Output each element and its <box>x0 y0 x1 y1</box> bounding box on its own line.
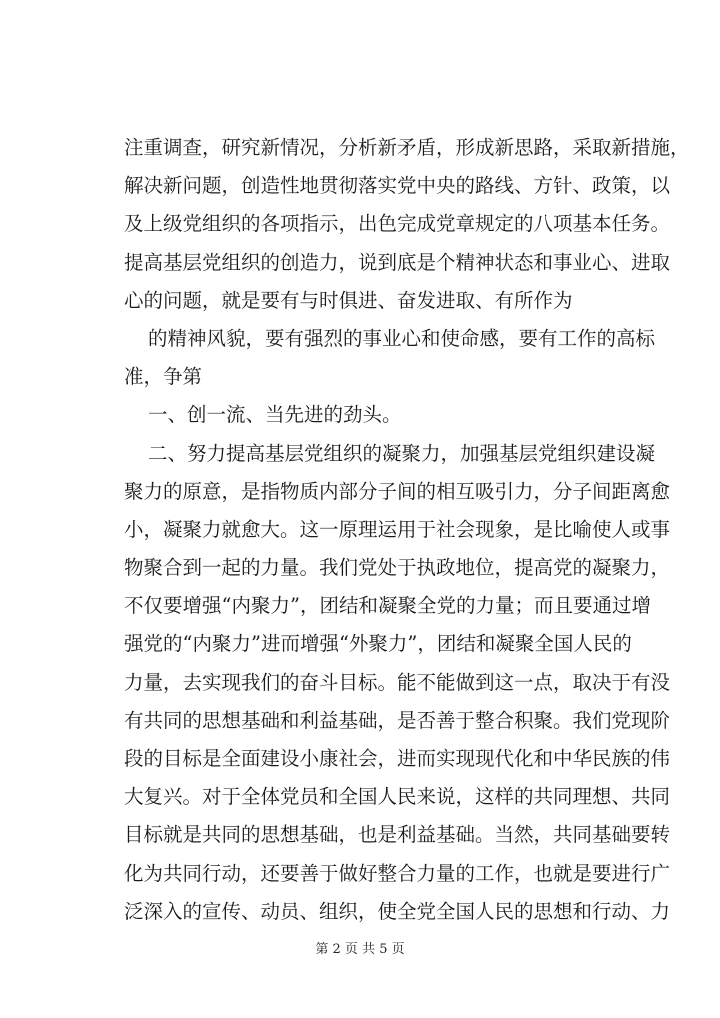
text-line: 注重调查，研究新情况，分析新矛盾，形成新思路，采取新措施， <box>124 136 690 159</box>
page-number-footer: 第 2 页 共 5 页 <box>315 942 405 957</box>
text-line: 提高基层党组织的创造力，说到底是个精神状态和事业心、进取 <box>124 250 671 274</box>
text-line: 力量，去实现我们的奋斗目标。能不能做到这一点，取决于有没 <box>124 670 671 694</box>
text-line: 二、努力提高基层党组织的凝聚力，加强基层党组织建设凝 <box>148 441 656 465</box>
text-line: 一、创一流、当先进的劲头。 <box>148 403 402 427</box>
text-line: 不仅要增强“内聚力”，团结和凝聚全党的力量；而且要通过增 <box>124 594 651 618</box>
text-line: 强党的“内聚力”进而增强“外聚力”，团结和凝聚全国人民的 <box>124 632 632 656</box>
text-line: 的精神风貌，要有强烈的事业心和使命感，要有工作的高标 <box>148 326 656 350</box>
text-line: 泛深入的宣传、动员、组织，使全党全国人民的思想和行动、力 <box>124 899 671 923</box>
text-line: 化为共同行动，还要善于做好整合力量的工作，也就是要进行广 <box>124 861 671 885</box>
text-line: 大复兴。对于全体党员和全国人民来说，这样的共同理想、共同 <box>124 785 671 809</box>
text-line: 聚力的原意，是指物质内部分子间的相互吸引力，分子间距离愈 <box>124 479 671 503</box>
text-line: 小，凝聚力就愈大。这一原理运用于社会现象，是比喻使人或事 <box>124 517 671 541</box>
text-line: 物聚合到一起的力量。我们党处于执政地位，提高党的凝聚力， <box>124 556 671 580</box>
text-line: 段的目标是全面建设小康社会，进而实现现代化和中华民族的伟 <box>124 747 671 770</box>
text-line: 及上级党组织的各项指示，出色完成党章规定的八项基本任务。 <box>124 212 671 236</box>
text-line: 目标就是共同的思想基础，也是利益基础。当然，共同基础要转 <box>124 823 671 847</box>
text-line: 解决新问题，创造性地贯彻落实党中央的路线、方针、政策，以 <box>124 174 671 198</box>
document-body <box>124 129 690 931</box>
text-line: 心的问题，就是要有与时俱进、奋发进取、有所作为 <box>124 288 573 312</box>
text-line: 有共同的思想基础和利益基础，是否善于整合积聚。我们党现阶 <box>124 708 671 732</box>
text-line: 准，争第 <box>124 365 203 389</box>
